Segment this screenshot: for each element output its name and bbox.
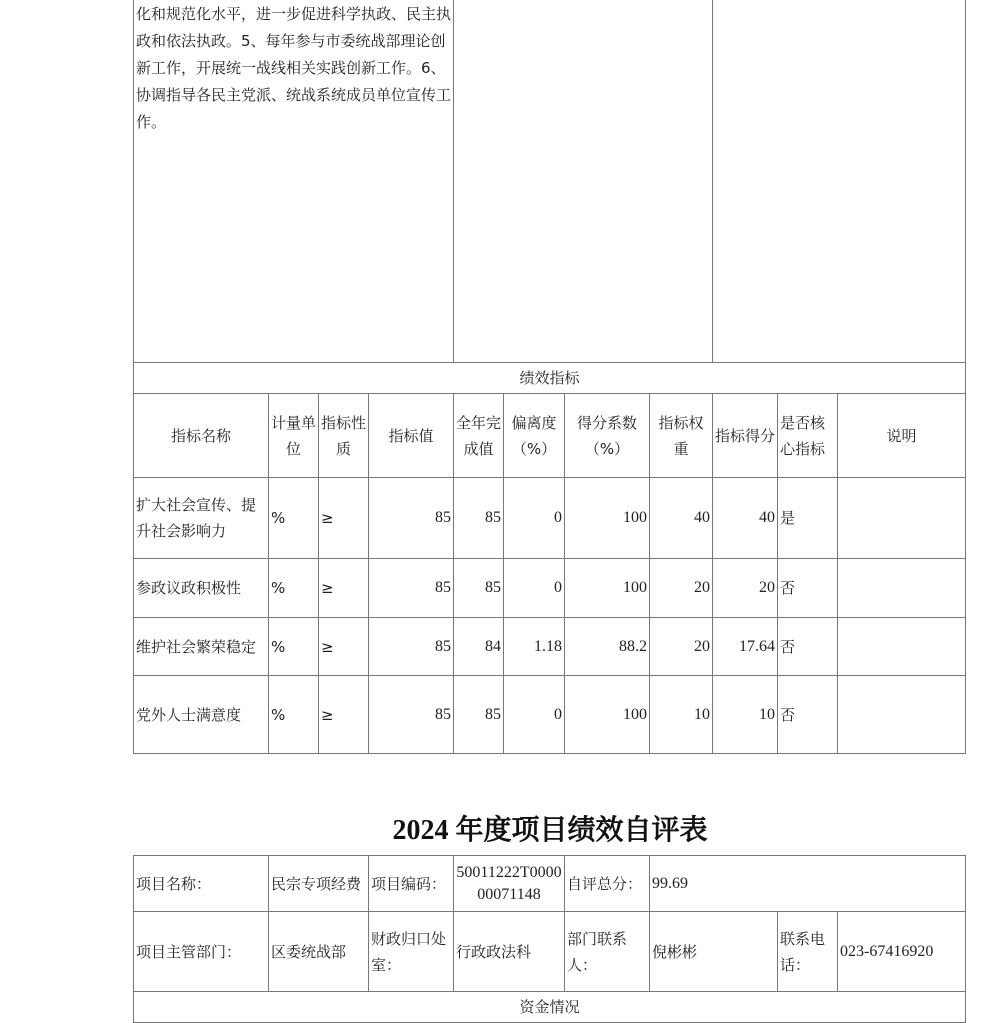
indicator-deviation: 0 <box>504 559 565 618</box>
indicator-actual: 84 <box>454 618 504 676</box>
col-header: 指标得分 <box>713 394 778 478</box>
phone-label: 联系电话： <box>778 912 838 992</box>
indicator-weight: 20 <box>650 559 713 618</box>
contact-label: 部门联系人： <box>565 912 650 992</box>
indicator-row <box>134 618 966 676</box>
indicator-unit: % <box>269 618 319 676</box>
annual-goal-text: 化和规范化水平，进一步促进科学执政、民主执政和依法执政。5、每年参与市委统战部理论创新工作，开展统一战线相关实践创新工作。6、协调指导各民主党派、统战系统成员单位宣传工作。 <box>134 0 454 363</box>
indicator-row <box>134 559 966 618</box>
col-header: 指标值 <box>369 394 454 478</box>
indicator-nature: ≥ <box>319 478 369 559</box>
empty-cell <box>713 0 966 363</box>
indicator-nature: ≥ <box>319 618 369 676</box>
indicator-score: 10 <box>713 676 778 754</box>
finance-office-label: 财政归口处室： <box>369 912 454 992</box>
col-header: 指标性质 <box>319 394 369 478</box>
indicator-core: 是 <box>778 478 838 559</box>
col-header: 指标权重 <box>650 394 713 478</box>
indicator-header-row <box>134 394 966 478</box>
indicator-deviation: 0 <box>504 676 565 754</box>
indicator-name: 党外人士满意度 <box>134 676 269 754</box>
col-header: 说明 <box>838 394 966 478</box>
indicator-actual: 85 <box>454 676 504 754</box>
contact: 倪彬彬 <box>650 912 778 992</box>
indicator-unit: % <box>269 676 319 754</box>
indicator-score: 40 <box>713 478 778 559</box>
indicator-note <box>838 559 966 618</box>
self-score-label: 自评总分： <box>565 856 650 912</box>
indicator-actual: 85 <box>454 559 504 618</box>
col-header: 指标名称 <box>134 394 269 478</box>
indicator-coef: 100 <box>565 478 650 559</box>
indicator-actual: 85 <box>454 478 504 559</box>
indicator-target: 85 <box>369 559 454 618</box>
indicator-coef: 88.2 <box>565 618 650 676</box>
dept: 区委统战部 <box>269 912 369 992</box>
col-header: 全年完成值 <box>454 394 504 478</box>
project-info-table <box>133 855 966 1023</box>
indicator-target: 85 <box>369 676 454 754</box>
finance-office: 行政政法科 <box>454 912 565 992</box>
indicator-weight: 40 <box>650 478 713 559</box>
indicator-coef: 100 <box>565 559 650 618</box>
project-name: 民宗专项经费 <box>269 856 369 912</box>
col-header: 得分系数（%） <box>565 394 650 478</box>
self-score: 99.69 <box>650 856 966 912</box>
indicator-target: 85 <box>369 618 454 676</box>
empty-cell <box>454 0 713 363</box>
indicator-score: 17.64 <box>713 618 778 676</box>
indicator-note <box>838 676 966 754</box>
col-header: 是否核心指标 <box>778 394 838 478</box>
project-code-label: 项目编码： <box>369 856 454 912</box>
indicator-target: 85 <box>369 478 454 559</box>
col-header: 计量单位 <box>269 394 319 478</box>
indicator-weight: 20 <box>650 618 713 676</box>
indicator-deviation: 0 <box>504 478 565 559</box>
indicator-row <box>134 676 966 754</box>
performance-indicators-header: 绩效指标 <box>134 363 966 394</box>
indicator-nature: ≥ <box>319 676 369 754</box>
indicator-deviation: 1.18 <box>504 618 565 676</box>
indicator-core: 否 <box>778 676 838 754</box>
indicator-score: 20 <box>713 559 778 618</box>
indicator-weight: 10 <box>650 676 713 754</box>
indicator-unit: % <box>269 559 319 618</box>
dept-label: 项目主管部门： <box>134 912 269 992</box>
indicator-name: 参政议政积极性 <box>134 559 269 618</box>
indicator-core: 否 <box>778 559 838 618</box>
indicator-nature: ≥ <box>319 559 369 618</box>
funds-header: 资金情况 <box>134 992 966 1023</box>
col-header: 偏离度（%） <box>504 394 565 478</box>
indicator-unit: % <box>269 478 319 559</box>
indicator-name: 维护社会繁荣稳定 <box>134 618 269 676</box>
performance-table <box>133 0 966 754</box>
indicator-core: 否 <box>778 618 838 676</box>
indicator-coef: 100 <box>565 676 650 754</box>
indicator-row <box>134 478 966 559</box>
indicator-note <box>838 618 966 676</box>
phone: 023-67416920 <box>838 912 966 992</box>
indicator-name: 扩大社会宣传、提升社会影响力 <box>134 478 269 559</box>
project-code: 50011222T000000071148 <box>454 856 565 912</box>
form-title: 2024 年度项目绩效自评表 <box>392 815 708 846</box>
project-name-label: 项目名称： <box>134 856 269 912</box>
indicator-note <box>838 478 966 559</box>
